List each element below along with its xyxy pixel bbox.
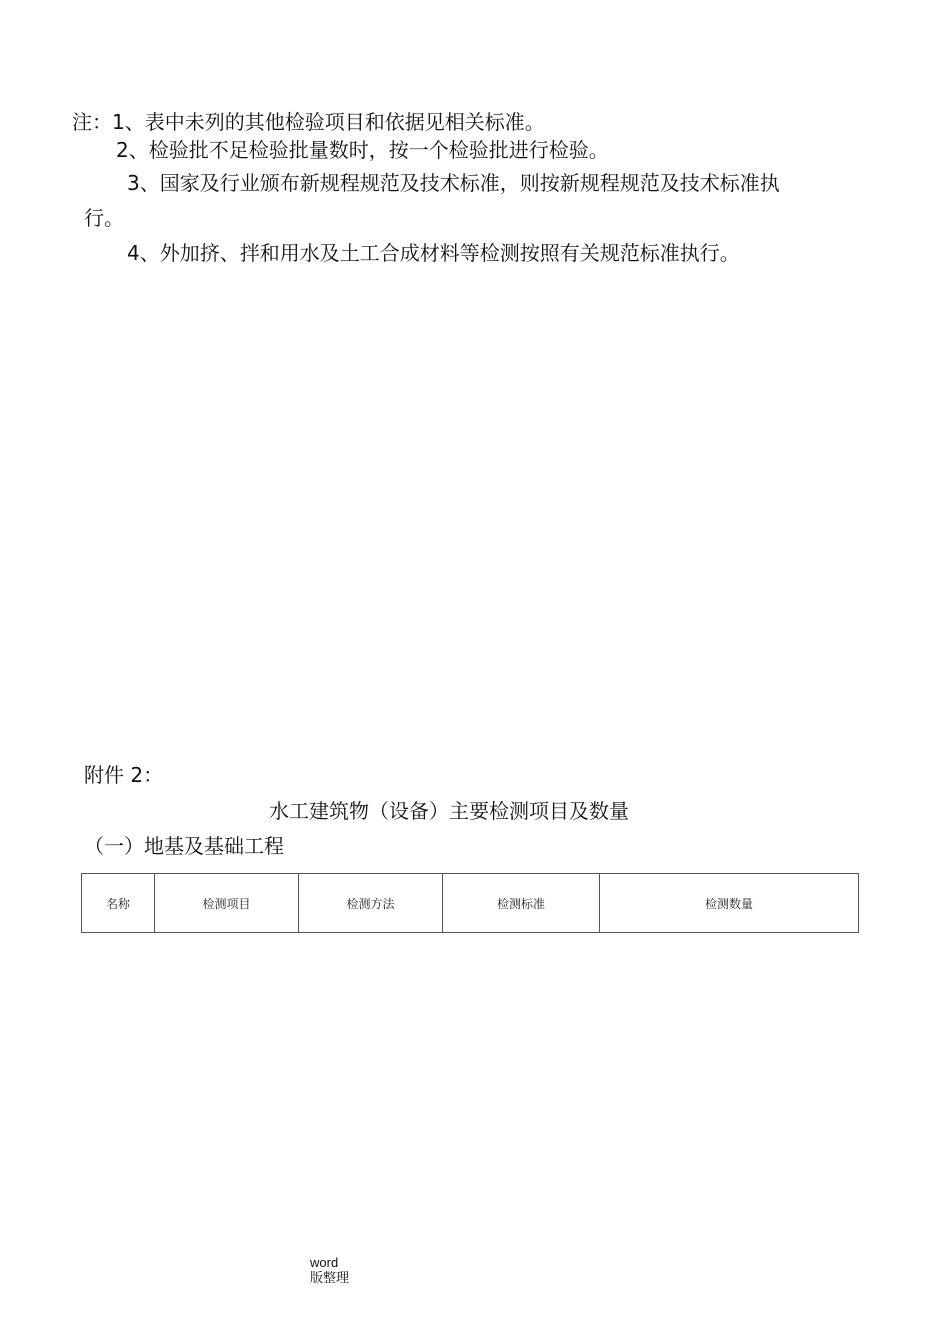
header-test-method: 检测方法 xyxy=(299,874,443,933)
header-test-item: 检测项目 xyxy=(155,874,299,933)
note-4: 4、外加挤、拌和用水及土工合成材料等检测按照有关规范标准执行。 xyxy=(127,241,740,265)
header-name: 名称 xyxy=(82,874,155,933)
footer-edition: 版整理 xyxy=(310,1271,350,1286)
header-test-standard: 检测标准 xyxy=(443,874,600,933)
footer-word: word xyxy=(310,1255,339,1270)
note-1: 注：1、表中未列的其他检验项目和依据见相关标准。 xyxy=(72,110,545,134)
document-title: 水工建筑物（设备）主要检测项目及数量 xyxy=(269,799,629,823)
attachment-label: 附件 2： xyxy=(84,763,164,787)
note-2: 2、检验批不足检验批量数时，按一个检验批进行检验。 xyxy=(116,138,609,162)
section-heading: （一）地基及基础工程 xyxy=(84,834,284,858)
table-header-row xyxy=(82,874,859,933)
inspection-table xyxy=(81,873,859,933)
header-test-quantity: 检测数量 xyxy=(600,874,859,933)
note-3: 3、国家及行业颁布新规程规范及技术标准，则按新规程规范及技术标准执 xyxy=(127,171,780,195)
note-3-continuation: 行。 xyxy=(84,206,124,230)
